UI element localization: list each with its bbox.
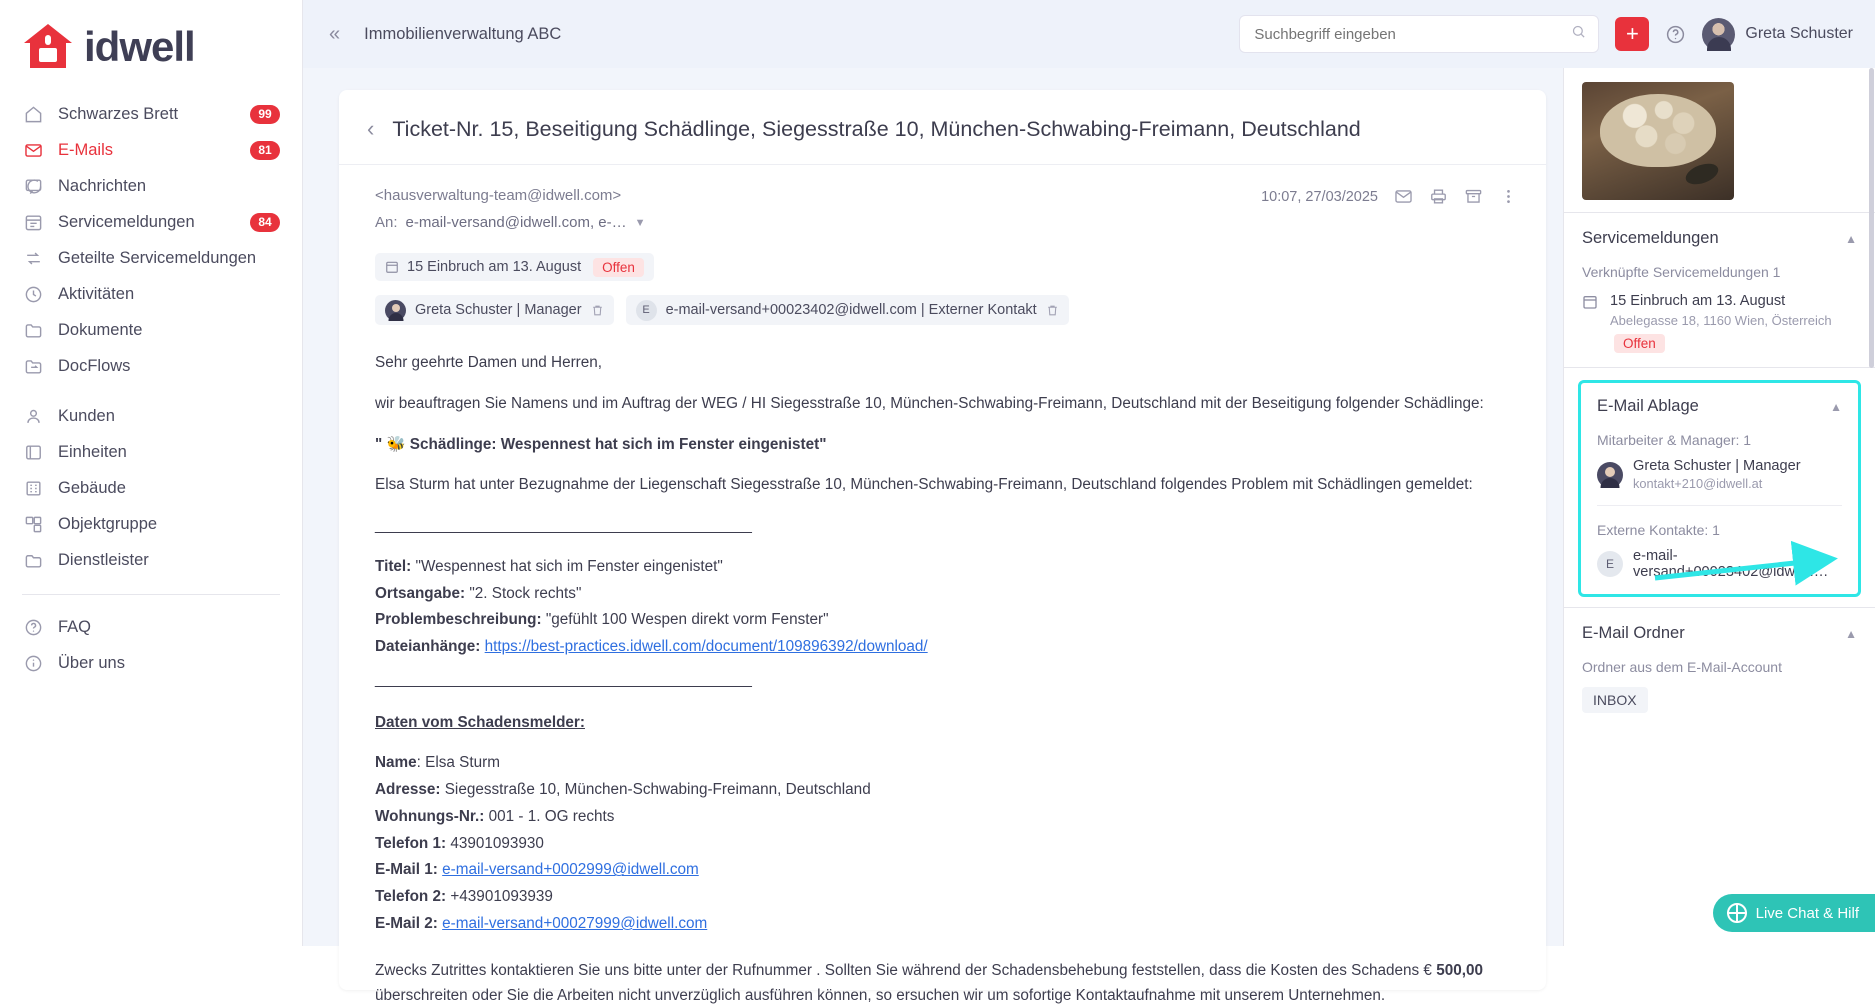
sidebar-item-servicemeldungen[interactable] <box>0 204 302 240</box>
sidebar-label: Nachrichten <box>58 176 147 195</box>
sidebar-badge: 84 <box>250 213 280 232</box>
mail-to <box>375 214 646 231</box>
mail-date: 10:07, 27/03/2025 <box>1261 188 1378 205</box>
sidebar-label: Dokumente <box>58 320 143 339</box>
sidebar-label: Dienstleister <box>58 550 149 569</box>
status-badge: Offen <box>593 258 644 277</box>
sidebar-item-geteilte-servicemeldungen[interactable] <box>0 240 302 276</box>
ticket-panel <box>339 90 1546 1004</box>
avatar: E <box>1597 551 1623 577</box>
sidebar-divider <box>22 594 280 595</box>
contact-chip-internal[interactable] <box>375 295 614 325</box>
share-icon <box>22 247 44 269</box>
mail-meta <box>375 187 1518 231</box>
docflow-icon <box>22 355 44 377</box>
organisation-title: Immobilienverwaltung ABC <box>364 24 562 43</box>
archive-icon[interactable] <box>1464 187 1483 206</box>
sidebar-item-einheiten[interactable] <box>0 434 302 470</box>
reporter-phone-1: Telefon 1: 43901093930 <box>375 834 544 852</box>
linked-service-address: Abelegasse 18, 1160 Wien, Österreich <box>1610 313 1832 328</box>
back-button[interactable]: ‹ <box>367 116 375 141</box>
contact-label: e-mail-versand+00023402@idwell.com | Externer Kontakt <box>665 302 1037 318</box>
live-chat-button[interactable] <box>1713 894 1875 932</box>
service-provider-icon <box>22 549 44 571</box>
external-contacts-label: Externe Kontakte: 1 <box>1597 522 1720 538</box>
chat-icon <box>22 175 44 197</box>
linked-service-body <box>1610 292 1832 353</box>
email-ablage-inner <box>1589 397 1850 580</box>
ablage-divider <box>1597 505 1842 506</box>
scrollbar-thumb[interactable] <box>1869 68 1874 368</box>
nest-shape <box>1600 94 1716 167</box>
reporter-phone-2: Telefon 2: +43901093939 <box>375 888 553 906</box>
topbar <box>303 0 1875 68</box>
chevron-down-icon[interactable]: ▼ <box>634 216 646 229</box>
reporter-email-1: E-Mail 1: e-mail-versand+0002999@idwell.com <box>375 861 699 879</box>
servicemeldungen-title: Servicemeldungen <box>1582 229 1719 247</box>
mail-to-value: e-mail-versand@idwell.com, e-… <box>405 214 627 231</box>
more-options-icon[interactable] <box>1499 187 1518 206</box>
sidebar-label: Über uns <box>58 653 125 672</box>
mail-to-label: An: <box>375 214 398 231</box>
wasp-nest-image <box>1582 82 1734 200</box>
external-contact-item[interactable] <box>1597 548 1842 580</box>
vertical-scrollbar[interactable] <box>1868 68 1875 946</box>
user-icon <box>22 405 44 427</box>
staff-item[interactable] <box>1597 458 1842 491</box>
mail-reporter-block <box>375 751 1518 936</box>
email-ablage-title: E-Mail Ablage <box>1597 397 1699 415</box>
attachment-preview[interactable] <box>1564 68 1875 212</box>
nav-spacer <box>0 384 302 398</box>
sidebar-item-faq[interactable] <box>0 609 302 645</box>
attachment-link[interactable]: https://best-practices.idwell.com/document/109896392/download/ <box>484 638 928 656</box>
ticket-tag-row <box>375 253 1518 281</box>
sidebar-item-dokumente[interactable] <box>0 312 302 348</box>
email-ablage-section <box>1578 380 1861 597</box>
linked-services-label: Verknüpfte Servicemeldungen 1 <box>1582 264 1781 280</box>
sidebar-item-gebaeude[interactable] <box>0 470 302 506</box>
sidebar-item-objektgruppe[interactable] <box>0 506 302 542</box>
staff-body <box>1633 458 1801 491</box>
page-title: Ticket-Nr. 15, Beseitigung Schädlinge, Siegesstraße 10, München-Schwabing-Freimann, Deutschland <box>392 116 1361 141</box>
sidebar-item-aktivitaeten[interactable] <box>0 276 302 312</box>
folder-icon <box>22 319 44 341</box>
chevron-up-icon[interactable]: ▲ <box>1845 626 1857 641</box>
sidebar-label: DocFlows <box>58 356 131 375</box>
right-panel <box>1563 68 1875 946</box>
ticket-icon <box>1582 294 1600 353</box>
mail-detail-titel: Titel: "Wespennest hat sich im Fenster eingenistet" <box>375 557 723 575</box>
sidebar-label: Kunden <box>58 406 115 425</box>
mail-content <box>375 351 1518 1008</box>
email-ordner-title: E-Mail Ordner <box>1582 624 1685 642</box>
reporter-address: Adresse: Siegesstraße 10, München-Schwabing-Freimann, Deutschland <box>375 781 871 799</box>
activity-icon <box>22 283 44 305</box>
servicemeldungen-section <box>1564 212 1875 367</box>
reply-mail-icon[interactable] <box>1394 187 1413 206</box>
sidebar-item-ueber-uns[interactable] <box>0 645 302 681</box>
collapse-sidebar-button[interactable]: « <box>329 22 341 45</box>
logo[interactable] <box>0 0 302 90</box>
print-icon[interactable] <box>1429 187 1448 206</box>
reporter-email-2: E-Mail 2: e-mail-versand+00027999@idwell.com <box>375 915 708 933</box>
sidebar-item-dienstleister[interactable] <box>0 542 302 578</box>
mail-detail-anhang: Dateianhänge: https://best-practices.idwell.com/document/109896392/download/ <box>375 638 928 656</box>
mail-rule-2: _______________________________________________ <box>375 670 752 688</box>
mail-meta-left <box>375 187 646 231</box>
reporter-unit: Wohnungs-Nr.: 001 - 1. OG rechts <box>375 807 615 825</box>
user-name: Greta Schuster <box>1745 25 1853 42</box>
status-badge: Offen <box>1614 334 1665 353</box>
email-link-2[interactable]: e-mail-versand+00027999@idwell.com <box>442 915 708 933</box>
idwell-logo-icon <box>22 22 74 72</box>
sidebar-item-schwarzes-brett[interactable] <box>0 96 302 132</box>
ticket-contacts-row <box>375 295 1518 325</box>
sidebar-badge: 81 <box>250 141 280 160</box>
ticket-icon <box>385 260 399 274</box>
sidebar-label: Einheiten <box>58 442 127 461</box>
ticket-tag-chip[interactable] <box>375 253 654 281</box>
ticket-header <box>339 90 1546 165</box>
sidebar-item-kunden[interactable] <box>0 398 302 434</box>
delete-icon[interactable] <box>1046 304 1059 317</box>
avatar: E <box>636 300 657 321</box>
sidebar <box>0 0 303 946</box>
sidebar-item-emails[interactable] <box>0 132 302 168</box>
sidebar-label: Servicemeldungen <box>58 212 195 231</box>
mail-paragraph-1: wir beauftragen Sie Namens und im Auftrag der WEG / HI Siegesstraße 10, München-Schwabing-Freimann, Deutschland mit der Beseitigung folgender Schädlinge: <box>375 394 1484 412</box>
sidebar-label: Schwarzes Brett <box>58 104 179 123</box>
staff-label: Mitarbeiter & Manager: 1 <box>1597 432 1752 448</box>
mail-rule-1: _______________________________________________ <box>375 517 752 535</box>
search-input[interactable] <box>1252 25 1563 44</box>
mail-from: <hausverwaltung-team@idwell.com> <box>375 187 622 204</box>
search-icon[interactable] <box>1571 24 1586 44</box>
mail-details-block <box>375 555 1518 660</box>
mail-detail-problem: Problembeschreibung: "gefühlt 100 Wespen direkt vorm Fenster" <box>375 611 829 629</box>
sidebar-badge: 99 <box>250 105 280 124</box>
linked-service-item[interactable] <box>1582 292 1857 353</box>
info-icon <box>22 652 44 674</box>
reporter-name: Name: Elsa Sturm <box>375 754 500 772</box>
logo-text: idwell <box>84 23 195 70</box>
staff-name: Greta Schuster | Manager <box>1633 458 1801 474</box>
email-ordner-section <box>1564 607 1875 727</box>
sidebar-label: Objektgruppe <box>58 514 158 533</box>
ticket-tag-label: 15 Einbruch am 13. August <box>407 259 582 275</box>
question-icon <box>22 616 44 638</box>
live-chat-label: Live Chat & Hilf <box>1755 904 1859 922</box>
globe-icon <box>1727 903 1747 923</box>
mail-detail-ortsangabe: Ortsangabe: "2. Stock rechts" <box>375 584 582 602</box>
sidebar-label: Aktivitäten <box>58 284 135 303</box>
mail-heading: " 🐝 Schädlinge: Wespennest hat sich im Fenster eingenistet" <box>375 435 827 453</box>
add-button[interactable]: + <box>1615 17 1649 51</box>
mail-actions <box>1261 187 1518 206</box>
avatar <box>1597 462 1623 488</box>
chevron-up-icon[interactable]: ▲ <box>1830 399 1842 414</box>
chevron-up-icon[interactable]: ▲ <box>1845 231 1857 246</box>
ticket-icon <box>22 211 44 233</box>
contact-chip-external[interactable] <box>626 295 1069 325</box>
sidebar-label: Geteilte Servicemeldungen <box>58 248 257 267</box>
help-icon[interactable] <box>1665 24 1686 45</box>
mail-icon <box>22 139 44 161</box>
email-ablage-header[interactable] <box>1597 397 1842 416</box>
avatar <box>385 300 406 321</box>
sidebar-item-docflows[interactable] <box>0 348 302 384</box>
linked-service-title: 15 Einbruch am 13. August <box>1610 293 1786 309</box>
servicemeldungen-header[interactable] <box>1582 229 1857 248</box>
unit-icon <box>22 441 44 463</box>
wasp-shape <box>1683 160 1721 189</box>
sidebar-nav <box>0 90 302 681</box>
folder-tag-inbox[interactable]: INBOX <box>1582 687 1648 713</box>
mail-body <box>339 165 1546 1008</box>
staff-email: kontakt+210@idwell.at <box>1633 476 1763 491</box>
avatar <box>1702 18 1735 51</box>
mail-salutation: Sehr geehrte Damen und Herren, <box>375 354 603 371</box>
main-area <box>303 0 1875 1004</box>
objectgroup-icon <box>22 513 44 535</box>
contact-label: Greta Schuster | Manager <box>415 302 582 318</box>
search-box[interactable] <box>1239 15 1599 53</box>
home-icon <box>22 103 44 125</box>
sidebar-item-nachrichten[interactable] <box>0 168 302 204</box>
content-area <box>303 68 1875 1004</box>
sidebar-label: E-Mails <box>58 140 114 159</box>
building-icon <box>22 477 44 499</box>
ablage-section-wrap <box>1564 367 1875 607</box>
mail-reporter-heading: Daten vom Schadensmelder: <box>375 713 585 731</box>
mail-paragraph-2: Elsa Sturm hat unter Bezugnahme der Liegenschaft Siegesstraße 10, München-Schwabing-Freimann, Deutschland folgendes Problem mit Schädlingen gemeldet: <box>375 476 1473 494</box>
user-menu[interactable] <box>1702 18 1853 51</box>
sidebar-label: FAQ <box>58 617 92 636</box>
email-ordner-header[interactable] <box>1582 624 1857 643</box>
sidebar-label: Gebäude <box>58 478 126 497</box>
email-link-1[interactable]: e-mail-versand+0002999@idwell.com <box>442 861 699 879</box>
external-contact-email: e-mail-versand+00023402@idwell.… <box>1633 548 1829 580</box>
email-ordner-subtitle: Ordner aus dem E-Mail-Account <box>1582 659 1782 675</box>
delete-icon[interactable] <box>591 304 604 317</box>
mail-footer-paragraph: Zwecks Zutrittes kontaktieren Sie uns bitte unter der Rufnummer . Sollten Sie während der Schadensbehebung feststellen, dass die Kosten des Schadens € 500,00 überschreiten oder Sie die Arbeiten nicht unverzüglich ausführen können, so ersuchen wir um sofortige Kontaktaufnahme mit unserem Unternehmen. <box>375 961 1483 1004</box>
